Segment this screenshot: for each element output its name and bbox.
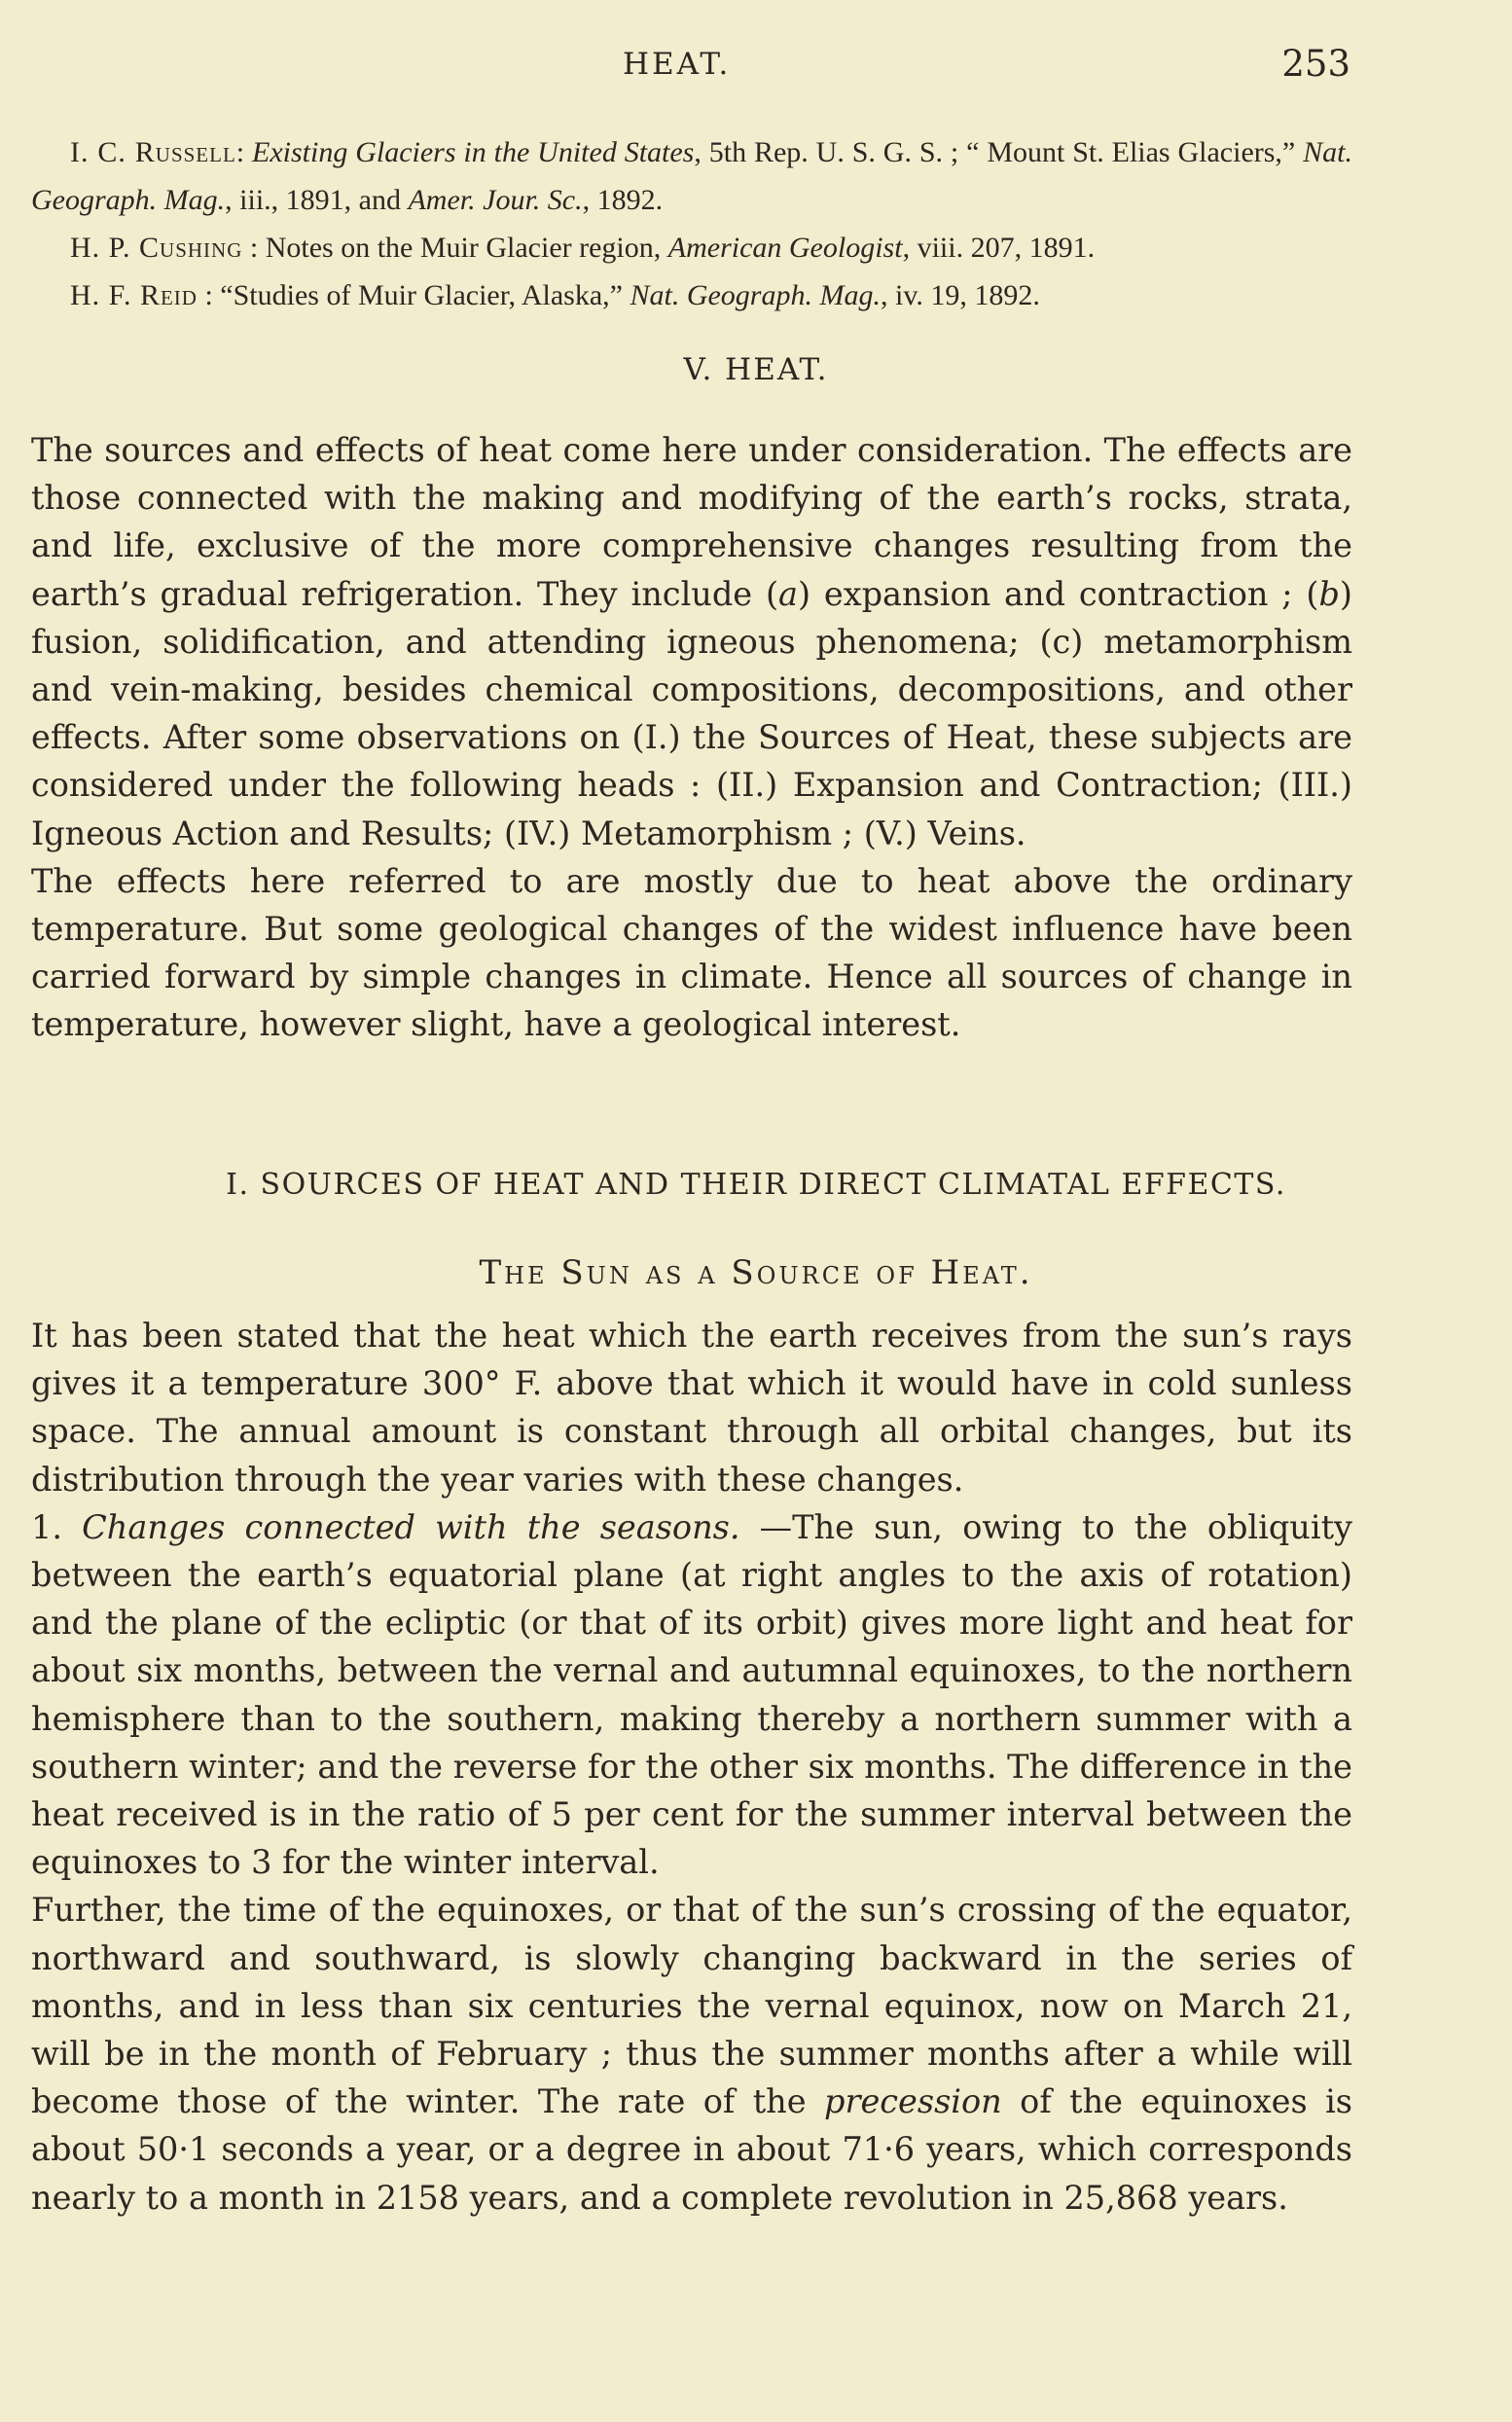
subsection-subtitle: The Sun as a Source of Heat.	[479, 1253, 1033, 1292]
section-title: V. HEAT.	[683, 352, 829, 387]
running-title: HEAT.	[623, 47, 732, 82]
paragraph-text: ) expansion and contraction ; (	[798, 574, 1319, 613]
paragraph-text: The sources and effects of heat come here under consideration. The effects are those connected with the making and modifying of the earth’s rocks, strata, and life, exclusive of the more comprehensive changes resulting from the earth’s gradual refrigeration. They include (	[31, 431, 1352, 613]
ref-text: , 5th Rep. U. S. G. S. ; “ Mount St. Elias Glaciers,”	[694, 136, 1304, 168]
paragraph-text: —The sun, owing to the obliquity between the earth’s equatorial plane (at right angles to the axis of rotation) and the plane of the ecliptic (or that of its orbit) gives more light and heat for about six months, between the vernal and autumnal equinoxes, to the northern hemisphere than to the southern, making thereby a northern summer with a southern winter; and the reverse for the other six months. The difference in the heat received is in the ratio of 5 per cent for the summer interval between the equinoxes to 3 for the winter interval.	[31, 1507, 1352, 1882]
ref-journal: Nat. Geograph. Mag.	[630, 279, 881, 311]
ref-title: Existing Glaciers in the United States	[252, 136, 695, 168]
subsection-title: I. SOURCES OF HEAT AND THEIR DIRECT CLIMATAL EFFECTS.	[226, 1168, 1286, 1202]
running-head	[0, 43, 1512, 88]
paragraph-text: of the equinoxes is about 50·1 seconds a year, or a degree in about 71·6 years, which corresponds nearly to a month in 2158 years, and a complete revolution in 25,868 years.	[31, 2082, 1352, 2217]
emphasized-term: precession	[824, 2082, 1002, 2121]
paragraph	[31, 1503, 1352, 1887]
ref-separator: :	[235, 136, 253, 168]
paragraph: It has been stated that the heat which the earth receives from the sun’s rays gives it a temperature 300° F. above that which it would have in cold sunless space. The annual amount is constant through all orbital changes, but its distribution through the year varies with these changes.	[31, 1317, 1352, 1499]
ref-journal: American Geologist	[667, 232, 903, 264]
ref-author: H. F. Reid	[70, 279, 198, 311]
list-letter: b	[1318, 574, 1340, 613]
paragraph-text: ) fusion, solidification, and attending igneous phenomena; (c) metamorphism and vein-making, besides chemical compositions, decompositions, and other effects. After some observations on (I.) the Sources of Heat, these subjects are considered under the following heads : (II.) Expansion and Contraction; (III.) Igneous Action and Results; (IV.) Metamorphism ; (V.) Veins.	[31, 574, 1352, 852]
ref-text: : “Studies of Muir Glacier, Alaska,”	[197, 279, 630, 311]
section-body	[31, 426, 1352, 1049]
ref-author: I. C. Russell	[70, 136, 236, 168]
reference-cushing	[31, 224, 1352, 271]
paragraph	[31, 426, 1352, 857]
reference-russell	[31, 128, 1352, 224]
ref-journal: Amer. Jour. Sc.	[408, 184, 583, 216]
list-letter: a	[778, 574, 798, 613]
ref-text: , iv. 19, 1892.	[880, 279, 1040, 311]
paragraph	[31, 1886, 1352, 2221]
paragraph-number: 1.	[31, 1507, 83, 1546]
paragraph-text: Further, the time of the equinoxes, or that of the sun’s crossing of the equator, northward and southward, is slowly changing backward in the series of months, and in less than six centuries the vernal equinox, now on March 21, will be in the month of February ; thus the summer months after a while will become those of the winter. The rate of the	[31, 1891, 1352, 2121]
ref-text: : Notes on the Muir Glacier region,	[242, 232, 668, 264]
reference-reid	[31, 271, 1352, 319]
ref-text: , viii. 207, 1891.	[902, 232, 1096, 264]
paragraph: The effects here referred to are mostly due to heat above the ordinary temperature. But some geological changes of the widest influence have been carried forward by simple changes in climate. Hence all sources of change in temperature, however slight, have a geological interest.	[31, 861, 1352, 1044]
ref-text: , iii., 1891, and	[225, 184, 409, 216]
subsection-body	[31, 1312, 1352, 2222]
ref-journal: Nat. Geograph. Mag.	[31, 136, 1352, 216]
paragraph-heading: Changes connected with the seasons.	[82, 1507, 740, 1546]
ref-author: H. P. Cushing	[70, 232, 243, 264]
ref-text: , 1892.	[582, 184, 664, 216]
page-number: 253	[1281, 43, 1350, 85]
reference-list	[31, 128, 1352, 319]
